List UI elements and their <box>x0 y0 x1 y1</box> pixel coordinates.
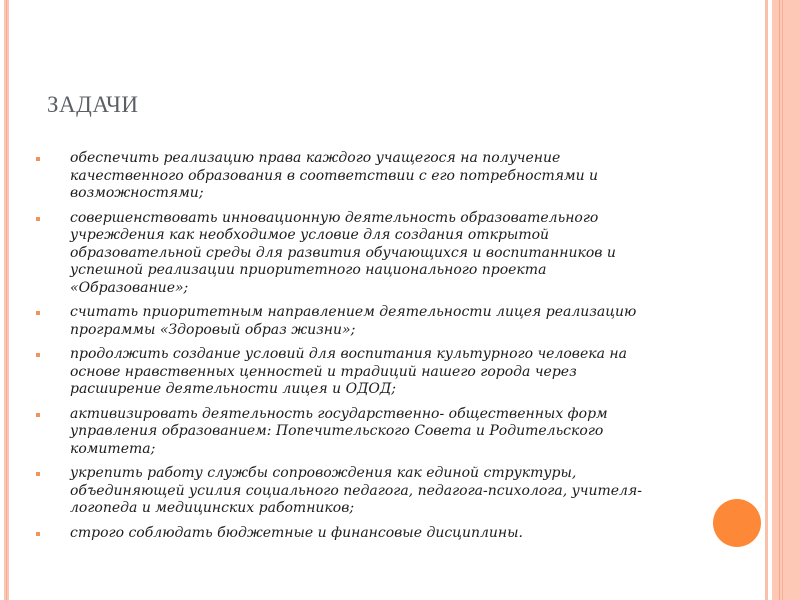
list-item <box>36 465 716 518</box>
list-item-text: программы «Здоровый образ жизни»; <box>70 321 356 338</box>
list-item-text: управления образованием: Попечительского Совета и Родительского <box>70 423 604 439</box>
right-border-line <box>765 0 768 600</box>
list-item <box>36 525 716 543</box>
task-list <box>36 150 716 549</box>
right-border-line <box>782 0 783 600</box>
list-item-text: учреждения как необходимое условие для создания открытой <box>70 227 550 243</box>
list-item-text: успешной реализации приоритетного национального проекта <box>70 262 547 278</box>
decorative-circle <box>713 499 761 547</box>
right-border-band <box>772 0 800 600</box>
list-item <box>36 304 716 339</box>
list-item-text: строго соблюдать бюджетные и финансовые дисциплины. <box>70 524 523 541</box>
slide-title: ЗАДАЧИ <box>47 92 139 117</box>
list-item-text: продолжить создание условий для воспитания культурного человека на <box>70 346 627 362</box>
list-item-text: обеспечить реализацию права каждого учащегося на получение <box>70 150 561 166</box>
list-item-text: основе нравственных ценностей и традиций нашего города через <box>70 363 577 380</box>
bullet-icon <box>36 353 40 357</box>
bullet-icon <box>36 217 40 221</box>
list-item-text: считать приоритетным направлением деятельности лицея реализацию <box>70 304 637 320</box>
bullet-icon <box>36 472 40 476</box>
list-item-text: совершенствовать инновационную деятельность образовательного <box>70 209 599 226</box>
bullet-icon <box>36 532 40 536</box>
list-item-text: образовательной среды для развития обучающихся и воспитанников и <box>70 244 616 261</box>
list-item-text: активизировать деятельность государственно- общественных форм <box>70 405 608 422</box>
list-item-text: логопеда и медицинских работников; <box>70 500 355 516</box>
list-item <box>36 346 716 399</box>
left-border-line <box>6 0 7 600</box>
bullet-icon <box>36 311 40 315</box>
bullet-icon <box>36 413 40 417</box>
list-item <box>36 150 716 203</box>
list-item-text: расширение деятельности лицея и ОДОД; <box>70 381 397 397</box>
list-item-text: комитета; <box>70 440 156 457</box>
list-item-text: укрепить работу службы сопровождения как единой структуры, <box>70 465 577 481</box>
right-border-line <box>779 0 780 600</box>
list-item-text: качественного образования в соответствии с его потребностями и <box>70 167 599 184</box>
list-item-text: объединяющей усилия социального педагога, педагога-психолога, учителя- <box>70 482 642 499</box>
list-item <box>36 210 716 298</box>
bullet-icon <box>36 157 40 161</box>
list-item-text: «Образование»; <box>70 279 189 296</box>
list-item <box>36 406 716 459</box>
list-item-text: возможностями; <box>70 185 204 201</box>
